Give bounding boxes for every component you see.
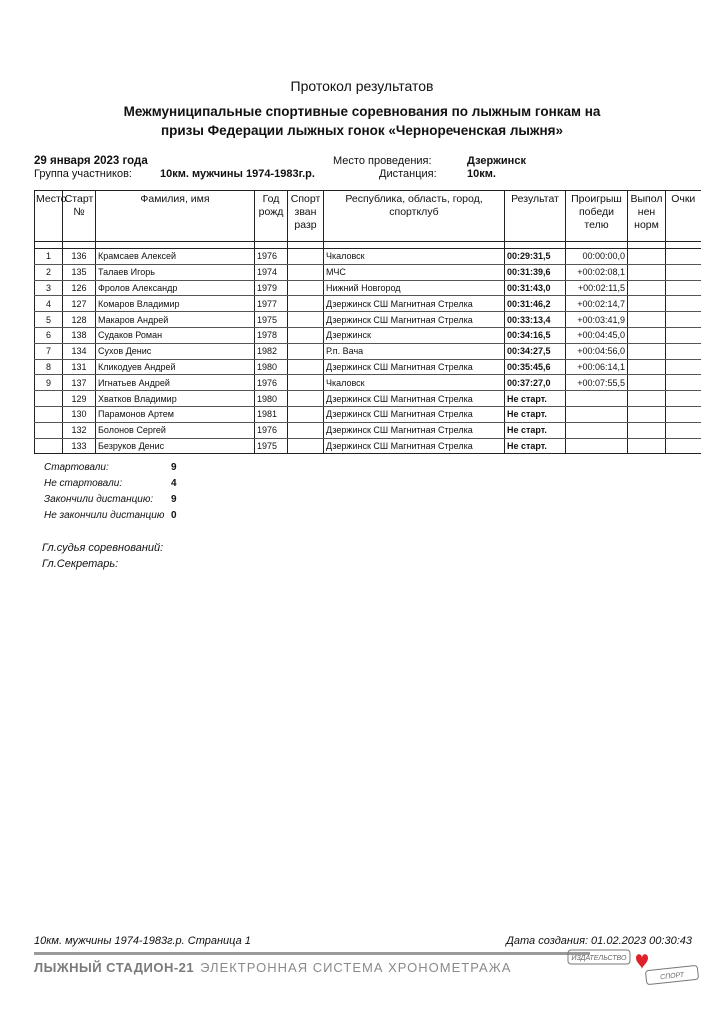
cell-year: 1975 [255,438,288,454]
cell-points [666,249,701,265]
cell-result: Не старт. [505,406,566,422]
table-row [35,438,701,454]
cell-points [666,359,701,375]
table-row [35,264,701,280]
cell-name: Парамонов Артем [96,406,255,422]
cell-place: 5 [35,312,63,328]
cell-bib: 136 [63,249,96,265]
cell-year: 1977 [255,296,288,312]
cell-club: Дзержинск СШ Магнитная Стрелка [324,391,505,407]
group-value: 10км. мужчины 1974-1983г.р. [160,168,315,180]
cell-club: МЧС [324,264,505,280]
cell-gap: +00:04:56,0 [566,343,628,359]
cell-rank [288,280,324,296]
brand-line [34,960,511,975]
cell-bib: 134 [63,343,96,359]
cell-gap [566,422,628,438]
cell-rank [288,375,324,391]
cell-club: Дзержинск СШ Магнитная Стрелка [324,406,505,422]
cell-year: 1974 [255,264,288,280]
cell-name: Сухов Денис [96,343,255,359]
cell-rank [288,438,324,454]
cell-rank [288,327,324,343]
cell-place: 6 [35,327,63,343]
cell-year: 1976 [255,249,288,265]
cell-name: Судаков Роман [96,327,255,343]
cell-norm [628,422,666,438]
stat-label: Не стартовали: [44,478,123,489]
event-title [60,102,664,140]
cell-year: 1980 [255,359,288,375]
cell-bib: 138 [63,327,96,343]
cell-place [35,438,63,454]
venue-label: Место проведения: [333,155,432,167]
results-body [35,242,701,454]
cell-result: 00:34:27,5 [505,343,566,359]
cell-name: Кликодуев Андрей [96,359,255,375]
cell-club: Чкаловск [324,375,505,391]
cell-name: Крамсаев Алексей [96,249,255,265]
chief-judge-label: Гл.судья соревнований: [42,542,164,554]
document-title: Протокол результатов [290,78,434,94]
cell-result: 00:31:39,6 [505,264,566,280]
cell-gap: +00:03:41,9 [566,312,628,328]
stat-label: Стартовали: [44,462,109,473]
table-row [35,422,701,438]
table-row [35,280,701,296]
stat-label: Закончили дистанцию: [44,494,154,505]
col-header-result: Результат [505,191,566,242]
cell-bib: 133 [63,438,96,454]
cell-result: 00:34:16,5 [505,327,566,343]
cell-bib: 137 [63,375,96,391]
cell-norm [628,375,666,391]
stat-label: Не закончили дистанцию [44,510,165,521]
cell-points [666,422,701,438]
cell-gap [566,406,628,422]
cell-club: Дзержинск [324,327,505,343]
cell-bib: 126 [63,280,96,296]
cell-norm [628,327,666,343]
footer-page-info: 10км. мужчины 1974-1983г.р. Страница 1 [34,935,251,947]
cell-points [666,296,701,312]
col-header-place: Место [35,191,63,242]
cell-rank [288,359,324,375]
cell-name: Талаев Игорь [96,264,255,280]
brand-name: ЛЫЖНЫЙ СТАДИОН-21 [34,960,195,975]
cell-gap: +00:04:45,0 [566,327,628,343]
table-row [35,343,701,359]
cell-club: Дзержинск СШ Магнитная Стрелка [324,438,505,454]
cell-rank [288,264,324,280]
cell-bib: 131 [63,359,96,375]
brand-subtitle: ЭЛЕКТРОННАЯ СИСТЕМА ХРОНОМЕТРАЖА [200,960,512,975]
cell-name: Хватков Владимир [96,391,255,407]
cell-rank [288,296,324,312]
cell-result: 00:33:13,4 [505,312,566,328]
cell-points [666,391,701,407]
cell-place: 2 [35,264,63,280]
cell-bib: 127 [63,296,96,312]
cell-place: 9 [35,375,63,391]
cell-points [666,343,701,359]
cell-gap: +00:07:55,5 [566,375,628,391]
cell-points [666,406,701,422]
col-header-bib: Старт № [63,191,96,242]
cell-bib: 135 [63,264,96,280]
col-header-club: Республика, область, город, спортклуб [324,191,505,242]
cell-gap [566,391,628,407]
table-row [35,359,701,375]
cell-norm [628,438,666,454]
cell-norm [628,391,666,407]
table-row [35,296,701,312]
cell-year: 1982 [255,343,288,359]
cell-norm [628,264,666,280]
cell-place: 8 [35,359,63,375]
table-row [35,249,701,265]
cell-place [35,391,63,407]
cell-name: Комаров Владимир [96,296,255,312]
cell-norm [628,249,666,265]
logo-text-bottom: СПОРТ [659,971,685,982]
distance-value: 10км. [467,168,496,180]
event-title-line-1: Межмуниципальные спортивные соревнования по лыжным гонкам на [123,104,601,119]
stat-value: 9 [171,494,177,505]
race-date: 29 января 2023 года [34,155,148,167]
table-row [35,312,701,328]
cell-place: 7 [35,343,63,359]
cell-rank [288,249,324,265]
cell-bib: 129 [63,391,96,407]
results-header-row [35,191,701,242]
cell-year: 1981 [255,406,288,422]
cell-norm [628,280,666,296]
cell-rank [288,343,324,359]
cell-norm [628,296,666,312]
cell-club: Нижний Новгород [324,280,505,296]
cell-club: Дзержинск СШ Магнитная Стрелка [324,312,505,328]
cell-name: Макаров Андрей [96,312,255,328]
cell-norm [628,406,666,422]
cell-gap [566,438,628,454]
col-header-points: Очки [666,191,701,242]
cell-result: Не старт. [505,438,566,454]
cell-points [666,280,701,296]
secretary-label: Гл.Секретарь: [42,558,119,570]
cell-rank [288,422,324,438]
cell-name: Безруков Денис [96,438,255,454]
cell-result: 00:29:31,5 [505,249,566,265]
cell-name: Болонов Сергей [96,422,255,438]
cell-place [35,422,63,438]
cell-result: Не старт. [505,391,566,407]
cell-year: 1978 [255,327,288,343]
cell-points [666,375,701,391]
cell-gap: +00:02:11,5 [566,280,628,296]
cell-year: 1976 [255,375,288,391]
cell-year: 1976 [255,422,288,438]
group-label: Группа участников: [34,168,132,180]
cell-name: Фролов Александр [96,280,255,296]
cell-year: 1980 [255,391,288,407]
cell-club: Дзержинск СШ Магнитная Стрелка [324,296,505,312]
cell-club: Чкаловск [324,249,505,265]
col-header-gap: Проигрыш победи телю [566,191,628,242]
cell-gap: +00:02:08,1 [566,264,628,280]
cell-gap: +00:02:14,7 [566,296,628,312]
cell-place: 3 [35,280,63,296]
footer-divider [34,952,590,955]
stat-value: 4 [171,478,177,489]
cell-club: Дзержинск СШ Магнитная Стрелка [324,422,505,438]
heart-icon [636,954,648,969]
cell-norm [628,343,666,359]
cell-bib: 132 [63,422,96,438]
cell-result: 00:31:46,2 [505,296,566,312]
cell-points [666,312,701,328]
cell-year: 1975 [255,312,288,328]
table-row [35,391,701,407]
cell-norm [628,312,666,328]
table-row [35,406,701,422]
event-title-line-2: призы Федерации лыжных гонок «Чернореченская лыжня» [160,123,564,138]
cell-result: 00:31:43,0 [505,280,566,296]
venue-value: Дзержинск [467,155,526,167]
cell-place: 4 [35,296,63,312]
table-row [35,375,701,391]
cell-result: Не старт. [505,422,566,438]
publisher-logo-graphic [566,948,706,988]
cell-name: Игнатьев Андрей [96,375,255,391]
cell-rank [288,406,324,422]
cell-rank [288,391,324,407]
distance-label: Дистанция: [379,168,437,180]
cell-points [666,438,701,454]
cell-rank [288,312,324,328]
results-table [34,190,701,454]
cell-club: Р.п. Вача [324,343,505,359]
stat-value: 0 [171,510,177,521]
cell-result: 00:37:27,0 [505,375,566,391]
cell-gap: 00:00:00,0 [566,249,628,265]
col-header-rank: Спорт зван разр [288,191,324,242]
publisher-logo [566,948,706,993]
cell-gap: +00:06:14,1 [566,359,628,375]
cell-place [35,406,63,422]
cell-result: 00:35:45,6 [505,359,566,375]
cell-bib: 128 [63,312,96,328]
col-header-norm: Выпол нен норм [628,191,666,242]
col-header-year: Год рожд [255,191,288,242]
cell-norm [628,359,666,375]
logo-text-top: ИЗДАТЕЛЬСТВО [571,955,627,962]
stat-value: 9 [171,462,177,473]
table-row [35,327,701,343]
cell-points [666,327,701,343]
cell-place: 1 [35,249,63,265]
cell-bib: 130 [63,406,96,422]
cell-club: Дзержинск СШ Магнитная Стрелка [324,359,505,375]
cell-year: 1979 [255,280,288,296]
col-header-name: Фамилия, имя [96,191,255,242]
footer-created-date: Дата создания: 01.02.2023 00:30:43 [506,935,692,947]
cell-points [666,264,701,280]
